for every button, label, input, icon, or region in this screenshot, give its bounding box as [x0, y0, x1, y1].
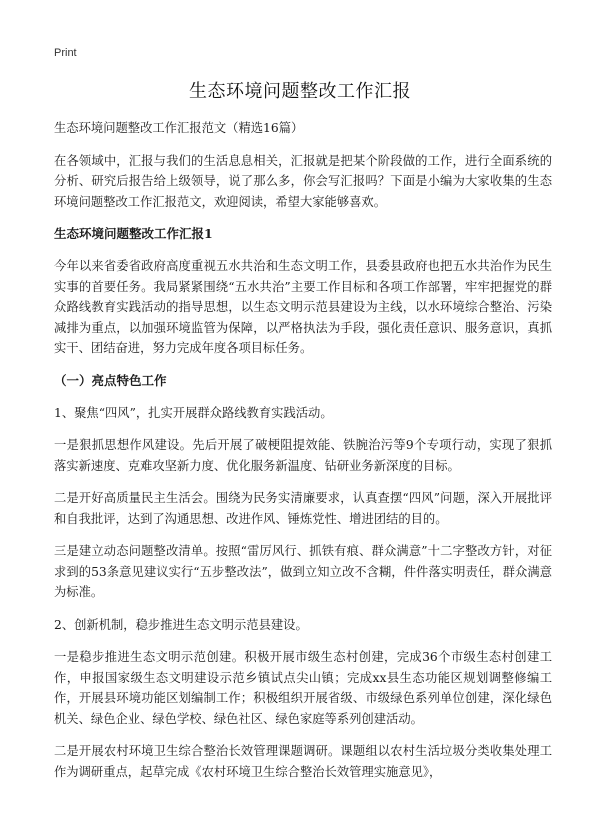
section-paragraph: 今年以来省委省政府高度重视五水共治和生态文明工作，县委县政府也把五水共治作为民生实事的首要任务。我局紧紧围绕“五水共治”主要工作目标和各项工作部署，牢牢把握党的群众路线教育实践活动的指导思想，以生态文明示范县建设为主线，以水环境综合整治、污染减排为重点，以加强环境监管为保障，以严格执法为手段，强化责任意识、服务意识，真抓实干、团结奋进，努力完成年度各项目标任务。 [54, 259, 552, 355]
list-item-heading: 2、创新机制，稳步推进生态文明示范县建设。 [54, 617, 308, 632]
document-body [54, 118, 552, 794]
body-paragraph: 一是稳步推进生态文明示范创建。积极开展市级生态村创建，完成36个市级生态村创建工作，申报国家级生态文明建设示范乡镇试点尖山镇；完成xx县生态功能区规划调整修编工作，开展县环境功能区划编制工作；积极组织开展省级、市级绿色系列单位创建，深化绿色机关、绿色企业、绿色学校、绿色社区、绿色家庭等系列创建活动。 [54, 650, 552, 726]
body-paragraph: 一是狠抓思想作风建设。先后开展了破梗阻提效能、铁腕治污等9个专项行动，实现了狠抓落实新速度、克难攻坚新力度、优化服务新温度、钻研业务新深度的目标。 [54, 438, 552, 473]
document-title: 生态环境问题整改工作汇报 [189, 81, 411, 102]
section-heading: 生态环境问题整改工作汇报1 [54, 226, 213, 241]
body-paragraph: 二是开展农村环境卫生综合整治长效管理课题调研。课题组以农村生活垃圾分类收集处理工作为调研重点，起草完成《农村环境卫生综合整治长效管理实施意见》， [54, 744, 552, 779]
subsection-heading: （一）亮点特色工作 [54, 372, 167, 388]
body-paragraph: 二是开好高质量民主生活会。围绕为民务实清廉要求，认真查摆“四风”问题，深入开展批评和自我批评，达到了沟通思想、改进作风、锤炼党性、增进团结的目的。 [54, 491, 552, 526]
intro-paragraph: 在各领域中，汇报与我们的生活息息相关，汇报就是把某个阶段做的工作，进行全面系统的分析、研究后报告给上级领导，说了那么多，你会写汇报吗？下面是小编为大家收集的生态环境问题整改工作汇报范文，欢迎阅读，希望大家能够喜欢。 [54, 153, 552, 209]
document-subtitle: 生态环境问题整改工作汇报范文（精选16篇） [54, 121, 304, 135]
body-paragraph: 三是建立动态问题整改清单。按照“雷厉风行、抓铁有痕、群众满意”十二字整改方针，对征求到的53条意见建议实行“五步整改法”，做到立知立改不含糊，件件落实明责任，群众满意为标准。 [54, 544, 552, 599]
print-link[interactable]: Print [54, 47, 77, 59]
list-item-heading: 1、聚焦“四风”，扎实开展群众路线教育实践活动。 [54, 405, 333, 420]
